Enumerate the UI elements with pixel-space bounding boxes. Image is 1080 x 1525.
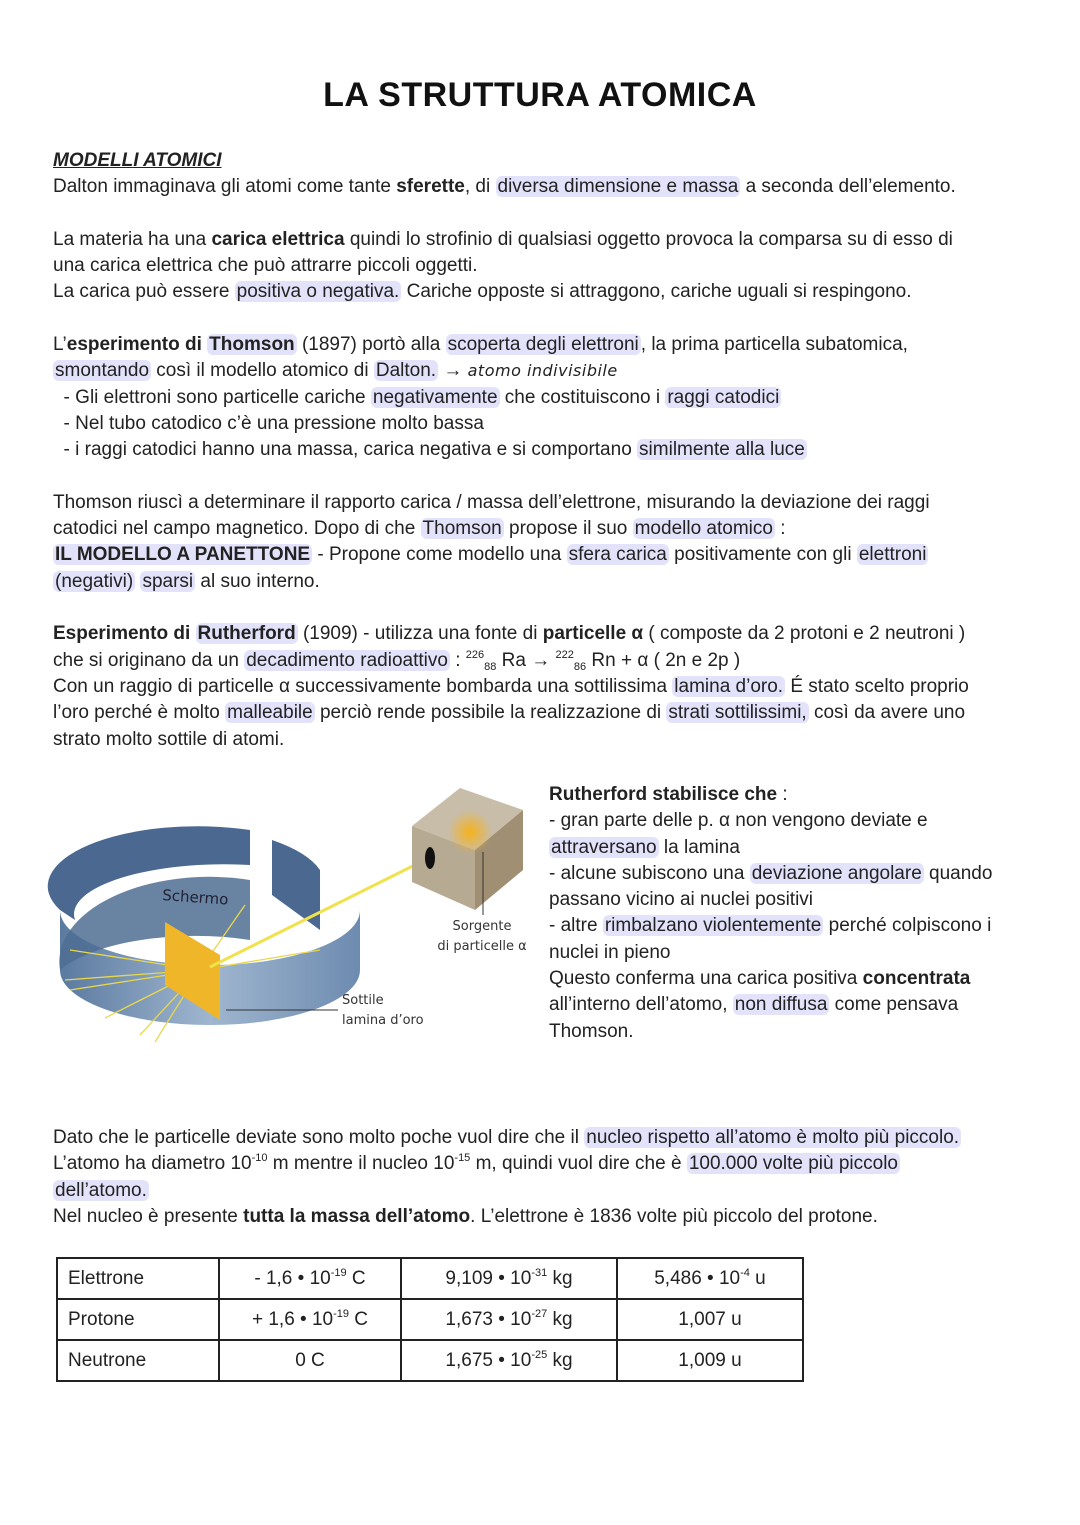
highlighted-text: similmente alla luce xyxy=(639,439,805,461)
rutherford-experiment-diagram xyxy=(40,770,540,1080)
text-segment: a seconda dell’elemento. xyxy=(740,176,956,198)
text-segment: MODELLI ATOMICI xyxy=(53,150,222,171)
text-segment: quindi lo strofinio di qualsiasi oggetto provoca la comparsa su di esso di xyxy=(344,228,953,250)
text-segment: 1,007 u xyxy=(678,1308,742,1330)
text-segment: all’interno dell’atomo, xyxy=(549,994,733,1016)
text-segment: (1909) - utilizza una fonte di xyxy=(297,623,543,645)
text-line xyxy=(549,1019,992,1045)
text-segment: -27 xyxy=(531,1307,548,1320)
text-segment: sferette xyxy=(396,176,465,198)
highlighted-text: smontando xyxy=(55,360,150,382)
highlighted-text: modello atomico xyxy=(634,518,773,540)
highlighted-text: scoperta degli elettroni xyxy=(447,334,639,356)
main-text xyxy=(53,148,969,753)
table-cell xyxy=(219,1258,401,1299)
text-segment: : xyxy=(777,784,788,805)
blank-line xyxy=(53,464,969,490)
foil-label-line2: lamina d’oro xyxy=(342,1013,424,1028)
text-line xyxy=(53,621,969,647)
highlighted-text: positiva o negativa. xyxy=(236,281,400,303)
blank-line xyxy=(53,201,969,227)
nucleus-text xyxy=(53,1125,961,1230)
text-segment: - 1,6 • 10 xyxy=(254,1267,331,1289)
highlighted-text: deviazione angolare xyxy=(751,862,922,884)
text-segment: perché colpiscono i xyxy=(823,915,992,937)
highlighted-text: (negativi) xyxy=(55,570,134,592)
highlighted-text: rimbalzano violentemente xyxy=(604,915,822,937)
blank-line xyxy=(53,595,969,621)
text-segment: così il modello atomico di xyxy=(151,360,374,382)
highlighted-text: IL MODELLO A PANETTONE xyxy=(55,544,311,566)
source-label-line1: Sorgente xyxy=(452,919,512,934)
text-segment: 1,675 • 10 xyxy=(445,1349,532,1371)
text-segment: - altre xyxy=(549,915,603,937)
text-segment: -31 xyxy=(531,1266,548,1279)
text-segment: kg xyxy=(547,1267,573,1289)
highlighted-text: Rutherford xyxy=(197,623,296,645)
table-row xyxy=(57,1340,803,1381)
text-segment: così da avere uno xyxy=(808,702,966,724)
text-line xyxy=(53,358,969,384)
highlighted-text: dell’atomo. xyxy=(55,1179,147,1201)
text-segment: -10 xyxy=(251,1152,268,1165)
text-segment: u xyxy=(749,1267,766,1289)
text-segment: -25 xyxy=(531,1348,548,1361)
text-segment: , la prima particella subatomica, xyxy=(640,334,908,356)
text-line xyxy=(53,279,969,305)
text-line xyxy=(53,385,969,411)
text-segment: Nel nucleo è presente xyxy=(53,1205,244,1227)
text-segment: tutta la massa dell’atomo xyxy=(243,1205,471,1227)
highlighted-text: diversa dimensione e massa xyxy=(497,176,739,198)
text-line xyxy=(53,437,969,463)
text-segment: C xyxy=(346,1267,366,1289)
text-segment: L’ xyxy=(53,334,67,356)
text-segment: - i raggi catodici hanno una massa, carica negativa e si comportano xyxy=(53,439,638,461)
text-line xyxy=(549,861,992,887)
highlighted-text: lamina d’oro. xyxy=(674,675,784,697)
text-segment: Dato che le particelle deviate sono molto poche vuol dire che il xyxy=(53,1127,585,1148)
highlighted-text: Thomson xyxy=(422,518,502,540)
highlighted-text: elettroni xyxy=(858,544,927,566)
text-segment: perciò rende possibile la realizzazione di xyxy=(314,702,667,724)
text-line xyxy=(53,569,969,595)
text-segment: Cariche opposte si attraggono, cariche uguali si respingono. xyxy=(401,281,912,303)
text-segment: : xyxy=(774,518,786,540)
text-segment: al suo interno. xyxy=(195,570,320,592)
text-segment: -19 xyxy=(333,1307,350,1320)
highlighted-text: sparsi xyxy=(142,570,194,592)
highlighted-text: 100.000 volte più piccolo xyxy=(688,1153,898,1175)
table-cell xyxy=(57,1340,219,1381)
table-cell xyxy=(219,1299,401,1340)
text-segment: . L’elettrone è 1836 volte più piccolo del protone. xyxy=(470,1205,878,1227)
highlighted-text: Dalton. xyxy=(375,360,437,382)
text-segment: -4 xyxy=(740,1266,750,1279)
text-segment: : xyxy=(449,649,466,671)
text-segment: ( composte da 2 protoni e 2 neutroni ) xyxy=(643,623,966,645)
text-segment: Dalton immaginava gli atomi come tante xyxy=(53,176,397,198)
table-cell xyxy=(57,1258,219,1299)
text-line xyxy=(53,411,969,437)
text-line xyxy=(53,516,969,542)
highlighted-text: raggi catodici xyxy=(667,386,780,408)
highlighted-text: atomo indivisibile xyxy=(467,361,618,381)
highlighted-text: strati sottilissimi, xyxy=(668,702,807,724)
text-segment: Thomson. xyxy=(549,1020,634,1042)
text-segment: kg xyxy=(547,1349,573,1371)
text-line xyxy=(549,835,992,861)
text-line xyxy=(53,332,969,358)
highlighted-text: negativamente xyxy=(372,386,498,408)
text-segment: m, quindi vuol dire che è xyxy=(470,1153,687,1175)
text-line xyxy=(549,913,992,939)
rutherford-conclusions xyxy=(549,782,992,1045)
table-cell xyxy=(617,1258,803,1299)
text-segment: Esperimento di xyxy=(53,623,196,645)
text-segment: C xyxy=(349,1308,369,1330)
text-line xyxy=(53,542,969,568)
text-segment: Rn + α ( 2n e 2p ) xyxy=(586,649,741,671)
text-segment: Rutherford stabilisce che xyxy=(549,784,778,805)
alpha-source-box xyxy=(412,788,523,910)
text-line xyxy=(53,148,969,174)
text-segment: La materia ha una xyxy=(53,228,212,250)
table-cell xyxy=(57,1299,219,1340)
text-segment: concentrata xyxy=(862,968,971,990)
table-row xyxy=(57,1258,803,1299)
text-segment: (1897) portò alla xyxy=(296,334,446,356)
highlighted-text: decadimento radioattivo xyxy=(246,649,448,671)
text-segment: Neutrone xyxy=(68,1349,147,1371)
text-line xyxy=(549,782,992,808)
text-segment: Thomson riuscì a determinare il rapporto carica / massa dell’elettrone, misurando la deviazione dei raggi xyxy=(53,491,930,513)
text-line xyxy=(53,1204,961,1230)
text-segment: 5,486 • 10 xyxy=(654,1267,741,1289)
text-segment: → xyxy=(438,360,468,382)
text-segment: - Propone come modello una xyxy=(312,544,567,566)
page-title: LA STRUTTURA ATOMICA xyxy=(323,76,757,114)
highlighted-text: sfera carica xyxy=(568,544,667,566)
text-segment: -19 xyxy=(330,1266,347,1279)
text-segment: passano vicino ai nuclei positivi xyxy=(549,889,814,911)
text-segment: come pensava xyxy=(829,994,959,1016)
text-line xyxy=(53,490,969,516)
text-segment: Protone xyxy=(68,1308,135,1330)
highlighted-text: Thomson xyxy=(209,334,295,356)
table-cell xyxy=(401,1258,617,1299)
source-label-line2: di particelle α xyxy=(437,939,527,954)
text-line xyxy=(53,1151,961,1177)
text-segment: kg xyxy=(547,1308,573,1330)
text-line xyxy=(549,940,992,966)
text-segment: catodici nel campo magnetico. Dopo di che xyxy=(53,518,421,540)
table-cell xyxy=(617,1340,803,1381)
text-segment: Elettrone xyxy=(68,1267,145,1289)
text-segment: che si originano da un xyxy=(53,649,245,671)
text-segment: - Nel tubo catodico c’è una pressione molto bassa xyxy=(53,412,484,434)
text-segment: che costituiscono i xyxy=(499,386,666,408)
highlighted-text: non diffusa xyxy=(734,994,828,1016)
text-line xyxy=(549,808,992,834)
highlighted-text: nucleo rispetto all’atomo è molto più piccolo. xyxy=(586,1127,960,1148)
text-segment: L’atomo ha diametro 10 xyxy=(53,1153,252,1175)
table-row xyxy=(57,1299,803,1340)
text-segment: positivamente con gli xyxy=(668,544,857,566)
text-segment: particelle α xyxy=(542,623,644,645)
text-segment: 88 xyxy=(484,660,497,673)
text-segment: Con un raggio di particelle α successivamente bombarda una sottilissima xyxy=(53,675,673,697)
text-segment: nuclei in pieno xyxy=(549,941,671,963)
text-segment: - Gli elettroni sono particelle cariche xyxy=(53,386,371,408)
text-line xyxy=(53,648,969,674)
text-segment: 226 xyxy=(465,648,485,661)
text-line xyxy=(53,1178,961,1204)
table-cell xyxy=(617,1299,803,1340)
text-line xyxy=(53,174,969,200)
text-line xyxy=(549,887,992,913)
text-segment: 1,673 • 10 xyxy=(445,1308,532,1330)
text-segment: esperimento di xyxy=(66,334,208,356)
particle-properties-table xyxy=(56,1257,804,1382)
text-segment: m mentre il nucleo 10 xyxy=(267,1153,455,1175)
screen-label: Schermo xyxy=(161,886,230,909)
text-segment: La carica può essere xyxy=(53,281,235,303)
text-line xyxy=(53,727,969,753)
text-segment: strato molto sottile di atomi. xyxy=(53,728,285,750)
text-segment: Questo conferma una carica positiva xyxy=(549,968,863,990)
text-segment: - gran parte delle p. α non vengono deviate e xyxy=(549,810,928,832)
text-line xyxy=(53,700,969,726)
text-segment: 222 xyxy=(555,648,574,661)
text-segment: - alcune subiscono una xyxy=(549,862,750,884)
text-segment: 1,009 u xyxy=(678,1349,742,1371)
text-segment: propose il suo xyxy=(503,518,633,540)
text-line xyxy=(549,966,992,992)
table-cell xyxy=(401,1340,617,1381)
table-cell xyxy=(401,1299,617,1340)
text-segment: quando xyxy=(923,862,993,884)
text-segment: la lamina xyxy=(658,836,740,858)
text-segment: l’oro perché è molto xyxy=(53,702,226,724)
foil-label-line1: Sottile xyxy=(342,993,384,1008)
text-segment: 0 C xyxy=(295,1349,325,1371)
text-segment: É stato scelto proprio xyxy=(785,675,969,697)
highlighted-text: attraversano xyxy=(551,836,657,858)
blank-line xyxy=(53,306,969,332)
text-segment: carica elettrica xyxy=(211,228,345,250)
text-segment: Ra → xyxy=(496,649,556,671)
text-segment: + 1,6 • 10 xyxy=(251,1308,334,1330)
text-segment: , di xyxy=(464,176,496,198)
text-segment: una carica elettrica che può attrarre piccoli oggetti. xyxy=(53,255,478,277)
highlighted-text: malleabile xyxy=(227,702,313,724)
text-segment: 86 xyxy=(573,660,587,673)
text-line xyxy=(53,253,969,279)
table-cell xyxy=(219,1340,401,1381)
text-segment: 9,109 • 10 xyxy=(445,1267,532,1289)
text-line xyxy=(53,227,969,253)
text-line xyxy=(549,992,992,1018)
text-segment: -15 xyxy=(454,1152,471,1165)
text-line xyxy=(53,1125,961,1151)
text-line xyxy=(53,674,969,700)
